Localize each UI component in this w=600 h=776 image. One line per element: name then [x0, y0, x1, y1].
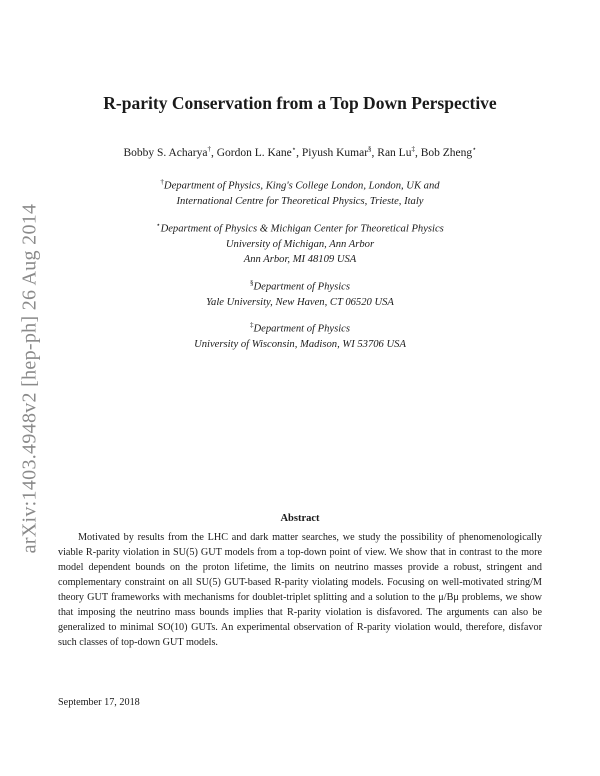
affiliation-line: ‡Department of Physics — [249, 321, 350, 335]
author-name: Bobby S. Acharya — [123, 146, 208, 159]
affiliation-wisconsin — [0, 318, 600, 352]
affiliation-michigan — [0, 218, 600, 267]
author-mark: † — [207, 145, 211, 153]
paper-title: R-parity Conservation from a Top Down Perspective — [103, 93, 497, 113]
author-name: Gordon L. Kane — [216, 146, 292, 159]
author-name: Ran Lu — [377, 146, 412, 159]
author-name: Piyush Kumar — [301, 146, 369, 159]
affiliation-line: University of Wisconsin, Madison, WI 53706 USA — [194, 338, 406, 350]
arxiv-identifier-text: arXiv:1403.4948v2 [hep-ph] 26 Aug 2014 — [18, 203, 41, 553]
author-mark: ‡ — [411, 145, 415, 153]
affiliation-line: †Department of Physics, King's College London, London, UK and — [160, 178, 440, 192]
abstract-text: Motivated by results from the LHC and dark matter searches, we study the possibility of phenomenologically viable R-parity violation in SU(5) GUT models from a top-down point of view. We show that in contrast to the more model dependent bounds on the proton lifetime, the limits on neutrino masses provide a robust, stringent and complementary constraint on all SU(5) GUT-based R-parity violating models. Focusing on well-motivated string/M theory GUT frameworks with mechanisms for doublet-triplet splitting and a solution to the μ/Bμ problems, we show that imposing the neutrino mass bounds implies that R-parity violation is disfavored. The arguments can also be generalized to minimal SO(10) GUTs. An experimental observation of R-parity violation would, therefore, disfavor such classes of top-down GUT models. — [58, 532, 542, 648]
abstract-heading: Abstract — [280, 513, 320, 524]
affiliation-mark: ‡ — [249, 321, 254, 329]
author-mark: § — [368, 145, 372, 153]
affiliation-line: Ann Arbor, MI 48109 USA — [243, 253, 357, 265]
affiliation-yale — [0, 276, 600, 310]
affiliation-line: International Centre for Theoretical Physics, Trieste, Italy — [176, 195, 424, 207]
affiliation-line: University of Michigan, Ann Arbor — [225, 238, 375, 250]
affiliation-mark: ⋆ — [156, 221, 161, 229]
affiliation-line: ⋆Department of Physics & Michigan Center for Theoretical Physics — [156, 221, 444, 235]
paper-date: September 17, 2018 — [58, 697, 140, 708]
author-list: Bobby S. Acharya†, Gordon L. Kane⋆, Piyush Kumar§, Ran Lu‡, Bob Zheng⋆ — [123, 145, 477, 159]
affiliation-kings-college — [0, 175, 600, 209]
affiliation-line: §Department of Physics — [249, 279, 350, 293]
author-mark: ⋆ — [291, 145, 297, 153]
author-name: Bob Zheng — [420, 146, 473, 159]
abstract-body — [58, 530, 542, 650]
author-mark: ⋆ — [472, 145, 477, 153]
affiliation-mark: † — [160, 178, 164, 186]
affiliation-line: Yale University, New Haven, CT 06520 USA — [206, 296, 394, 308]
affiliation-mark: § — [249, 279, 254, 287]
